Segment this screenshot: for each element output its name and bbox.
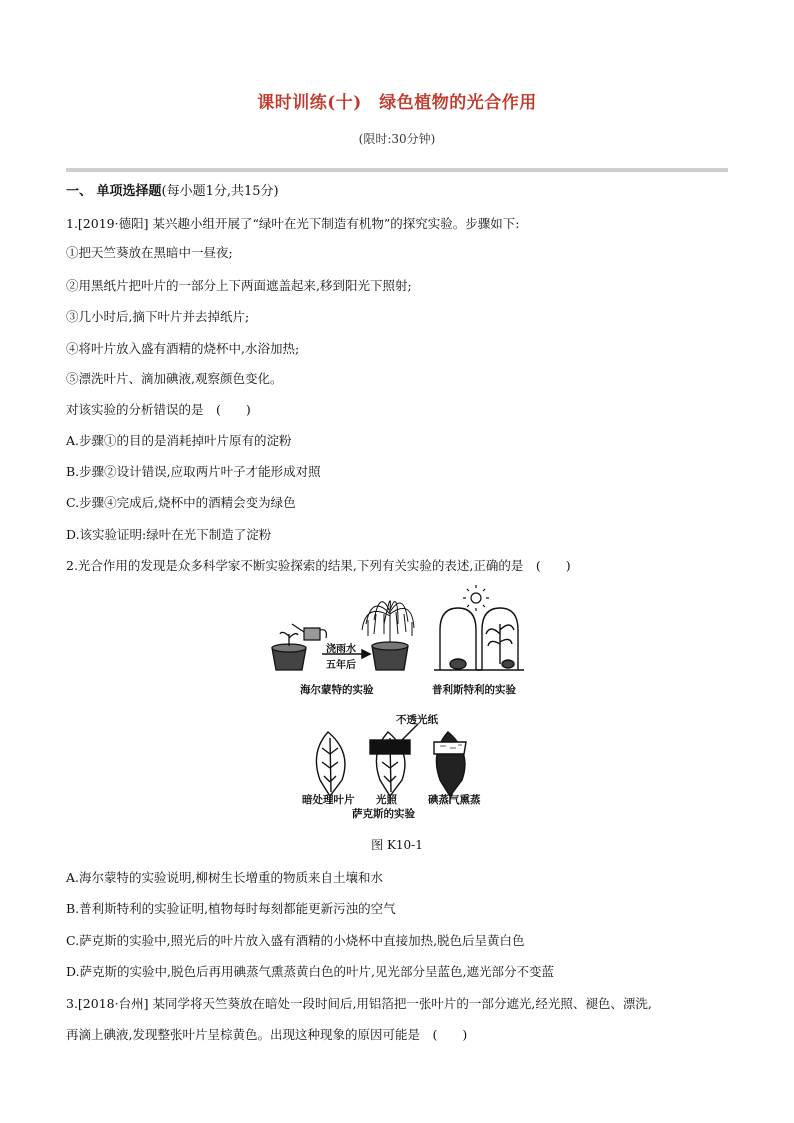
figure-caption: 图 K10-1: [371, 838, 423, 852]
watering-can-icon: [292, 624, 326, 640]
light-label: 光照: [376, 794, 397, 806]
figure-k10-1: [0, 584, 794, 844]
sachs-experiment-label: 萨克斯的实验: [352, 808, 415, 820]
opaque-paper-label: 不透光纸: [396, 714, 438, 726]
sun-icon: [463, 585, 489, 611]
section-note: (每小题1分,共15分): [161, 184, 279, 199]
page-title: 课时训练(十) 绿色植物的光合作用: [257, 93, 537, 113]
helmont-pot-large: [372, 642, 408, 670]
bell-jar-mouse: [434, 608, 482, 670]
q2-stem: 2.光合作用的发现是众多科学家不断实验探索的结果,下列有关实验的表述,正确的是 ( ): [66, 558, 571, 573]
arrow-label-water: 浇雨水: [326, 644, 356, 655]
bell-jar-plant-mouse: [476, 608, 524, 670]
q3-stem-line-2: 再滴上碘液,发现整张叶片呈棕黄色。出现这种现象的原因可能是 ( ): [66, 1027, 468, 1042]
q1-question: 对该实验的分析错误的是 ( ): [66, 402, 251, 417]
q1-option-c: C.步骤④完成后,烧杯中的酒精会变为绿色: [66, 495, 296, 510]
q1-option-d: D.该实验证明:绿叶在光下制造了淀粉: [66, 527, 272, 542]
q1-step-4: ④将叶片放入盛有酒精的烧杯中,水浴加热;: [66, 341, 300, 356]
q1-stem: 1.[2019·德阳] 某兴趣小组开展了“绿叶在光下制造有机物”的探究实验。步骤如下:: [66, 216, 520, 231]
q3-stem-line-1: 3.[2018·台州] 某同学将天竺葵放在暗处一段时间后,用铝箔把一张叶片的一部分遮光,经光照、褪色、漂洗,: [66, 996, 652, 1011]
q1-step-5: ⑤漂洗叶片、滴加碘液,观察颜色变化。: [66, 371, 283, 386]
header-divider: [66, 168, 728, 172]
q1-option-a: A.步骤①的目的是消耗掉叶片原有的淀粉: [66, 433, 292, 448]
iodine-label: 碘蒸气熏蒸: [428, 794, 481, 806]
q2-option-d: D.萨克斯的实验中,脱色后再用碘蒸气熏蒸黄白色的叶片,见光部分呈蓝色,遮光部分不变蓝: [66, 964, 554, 979]
priestley-experiment-label: 普利斯特利的实验: [432, 684, 516, 696]
q2-option-b: B.普利斯特利的实验证明,植物每时每刻都能更新污浊的空气: [66, 901, 396, 916]
q1-option-b: B.步骤②设计错误,应取两片叶子才能形成对照: [66, 464, 321, 479]
helmont-experiment-label: 海尔蒙特的实验: [300, 684, 374, 696]
q1-step-3: ③几小时后,摘下叶片并去掉纸片;: [66, 309, 250, 324]
time-limit: (限时:30分钟): [358, 132, 436, 146]
dark-leaf-label: 暗处理叶片: [302, 794, 355, 806]
arrow-label-five-years: 五年后: [326, 660, 356, 671]
helmont-willow-tree: [362, 601, 414, 644]
q1-step-2: ②用黑纸片把叶片的一部分上下两面遮盖起来,移到阳光下照射;: [66, 278, 412, 293]
q1-step-1: ①把天竺葵放在黑暗中一昼夜;: [66, 245, 233, 260]
section-heading: [66, 180, 279, 199]
helmont-pot-small: [272, 632, 306, 670]
section-title: 一、 单项选择题: [66, 184, 162, 199]
q2-option-c: C.萨克斯的实验中,照光后的叶片放入盛有酒精的小烧杯中直接加热,脱色后呈黄白色: [66, 933, 525, 948]
q2-option-a: A.海尔蒙特的实验说明,柳树生长增重的物质来自土壤和水: [66, 870, 383, 885]
